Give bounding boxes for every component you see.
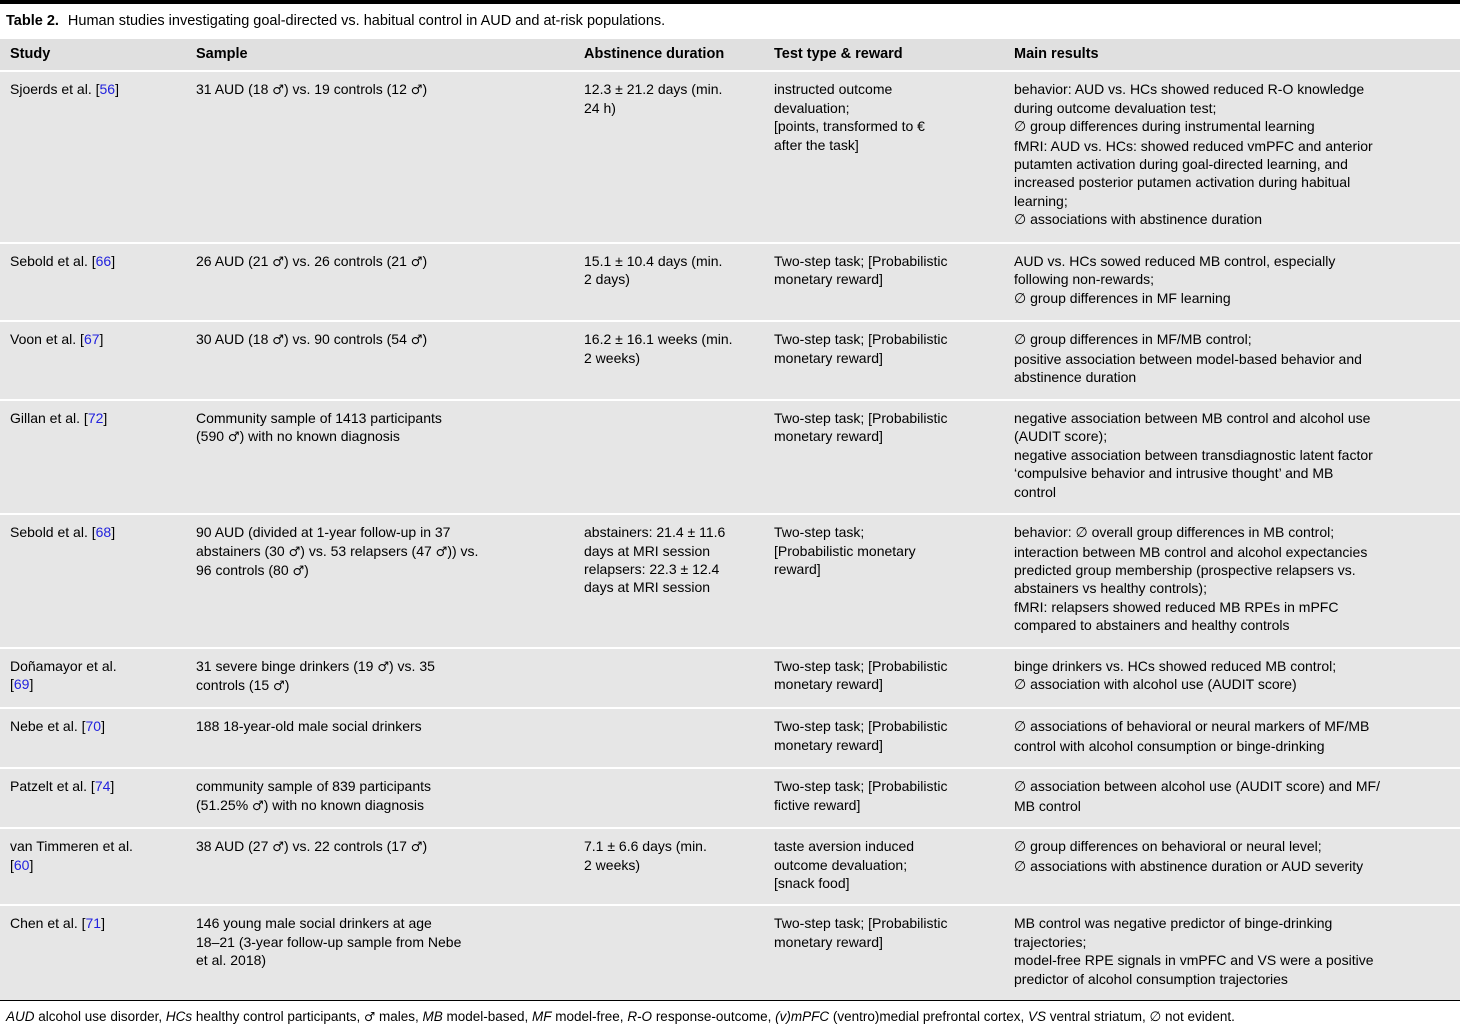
cell-test-type-reward bbox=[764, 321, 1004, 399]
reference-link[interactable]: 60 bbox=[13, 856, 30, 873]
table-row bbox=[0, 400, 1460, 514]
cell-line: increased posterior putamen activation during habitual bbox=[1014, 174, 1351, 191]
cell-study bbox=[0, 648, 186, 708]
footnote-abbrev: ♂ bbox=[363, 1009, 376, 1025]
cell-line: 90 AUD (divided at 1-year follow-up in 37 bbox=[196, 524, 451, 541]
cell-line: Two-step task; bbox=[774, 524, 865, 541]
footnote-abbrev: R-O bbox=[627, 1009, 653, 1025]
table-row bbox=[0, 648, 1460, 708]
cell-line: putamten activation during goal-directed learning, and bbox=[1014, 156, 1348, 172]
cell-abstinence-duration bbox=[574, 514, 764, 648]
cell-line: ∅ association with alcohol use (AUDIT score) bbox=[1014, 676, 1297, 694]
cell-line: ∅ group differences on behavioral or neural level; bbox=[1014, 838, 1322, 856]
cell-line: behavior: AUD vs. HCs showed reduced R-O knowledge bbox=[1014, 81, 1365, 98]
reference-link[interactable]: 66 bbox=[95, 252, 112, 269]
footnote-abbrev: VS bbox=[1027, 1009, 1046, 1025]
table-row bbox=[0, 514, 1460, 648]
table-body bbox=[0, 71, 1460, 1000]
cell-line: 2 weeks) bbox=[584, 349, 641, 366]
reference-link[interactable]: 71 bbox=[85, 915, 102, 932]
cell-line: model-free RPE signals in vmPFC and VS were a positive bbox=[1014, 952, 1374, 969]
cell-line: Sjoerds et al. [56] bbox=[10, 81, 119, 98]
table-caption bbox=[0, 4, 1460, 39]
footnote-abbrev: MF bbox=[532, 1009, 552, 1025]
cell-line: Sebold et al. [68] bbox=[10, 524, 116, 541]
cell-study bbox=[0, 514, 186, 648]
cell-line: Sebold et al. [66] bbox=[10, 252, 116, 269]
footnote-text: (ventro)medial prefrontal cortex, bbox=[829, 1009, 1028, 1025]
cell-line: controls (15 ♂) bbox=[196, 677, 290, 695]
cell-line: [points, transformed to € bbox=[774, 118, 925, 135]
cell-line: fictive reward] bbox=[774, 796, 861, 813]
cell-line: learning; bbox=[1014, 192, 1068, 209]
footnote-text: response-outcome, bbox=[652, 1009, 776, 1025]
reference-link[interactable]: 72 bbox=[87, 409, 104, 426]
footnote-abbrev: HCs bbox=[165, 1009, 193, 1025]
cell-abstinence-duration bbox=[574, 71, 764, 243]
cell-test-type-reward bbox=[764, 514, 1004, 648]
cell-line: Two-step task; [Probabilistic bbox=[774, 252, 948, 269]
cell-line: Chen et al. [71] bbox=[10, 915, 105, 932]
cell-line: fMRI: AUD vs. HCs: showed reduced vmPFC and anterior bbox=[1014, 137, 1373, 154]
footnote-text: ventral striatum, ∅ not evident. bbox=[1045, 1009, 1235, 1026]
cell-line: [60] bbox=[10, 856, 34, 873]
table-row bbox=[0, 768, 1460, 828]
cell-line: predictor of alcohol consumption trajectories bbox=[1014, 970, 1288, 987]
cell-test-type-reward bbox=[764, 648, 1004, 708]
cell-line: 15.1 ± 10.4 days (min. bbox=[584, 252, 723, 269]
footnote-abbrev: AUD bbox=[6, 1009, 35, 1025]
cell-test-type-reward bbox=[764, 243, 1004, 321]
cell-main-results bbox=[1004, 905, 1460, 1000]
cell-line: days at MRI session bbox=[584, 579, 711, 596]
table-footnote bbox=[0, 1001, 1460, 1033]
cell-line: reward] bbox=[774, 560, 821, 577]
cell-line: compared to abstainers and healthy controls bbox=[1014, 617, 1290, 634]
cell-line: ∅ associations of behavioral or neural markers of MF/MB bbox=[1014, 718, 1370, 736]
cell-line: abstainers (30 ♂) vs. 53 relapsers (47 ♂)) vs. bbox=[196, 542, 479, 560]
cell-line: Two-step task; [Probabilistic bbox=[774, 718, 948, 735]
cell-line: 16.2 ± 16.1 weeks (min. bbox=[584, 331, 733, 348]
cell-line: 31 AUD (18 ♂) vs. 19 controls (12 ♂) bbox=[196, 81, 428, 99]
cell-line: 24 h) bbox=[584, 99, 616, 116]
cell-line: Two-step task; [Probabilistic bbox=[774, 409, 948, 426]
reference-link[interactable]: 67 bbox=[83, 331, 100, 348]
cell-line: positive association between model-based behavior and bbox=[1014, 350, 1362, 367]
cell-study bbox=[0, 321, 186, 399]
reference-link[interactable]: 68 bbox=[95, 524, 112, 541]
cell-line: monetary reward] bbox=[774, 349, 883, 366]
cell-main-results bbox=[1004, 708, 1460, 768]
cell-line: Patzelt et al. [74] bbox=[10, 778, 115, 795]
cell-line: trajectories; bbox=[1014, 933, 1087, 950]
cell-sample bbox=[186, 708, 574, 768]
table-header bbox=[0, 39, 1460, 71]
cell-main-results bbox=[1004, 828, 1460, 905]
cell-line: abstinence duration bbox=[1014, 369, 1137, 386]
cell-line: 2 weeks) bbox=[584, 856, 641, 873]
cell-line: monetary reward] bbox=[774, 933, 883, 950]
cell-main-results bbox=[1004, 768, 1460, 828]
table-row bbox=[0, 71, 1460, 243]
column-header-main-results: Main results bbox=[1004, 39, 1460, 71]
cell-line: (AUDIT score); bbox=[1014, 428, 1108, 445]
cell-line: fMRI: relapsers showed reduced MB RPEs in mPFC bbox=[1014, 598, 1339, 615]
table-row bbox=[0, 321, 1460, 399]
cell-main-results bbox=[1004, 321, 1460, 399]
table-row bbox=[0, 905, 1460, 1000]
cell-line: Doñamayor et al. bbox=[10, 657, 117, 674]
column-header-test-type: Test type & reward bbox=[764, 39, 1004, 71]
cell-line: [snack food] bbox=[774, 875, 850, 891]
cell-line: binge drinkers vs. HCs showed reduced MB control; bbox=[1014, 657, 1337, 674]
cell-line: (51.25% ♂) with no known diagnosis bbox=[196, 796, 425, 814]
cell-sample bbox=[186, 243, 574, 321]
table-row bbox=[0, 243, 1460, 321]
cell-line: monetary reward] bbox=[774, 271, 883, 288]
cell-line: negative association between transdiagnostic latent factor bbox=[1014, 446, 1373, 463]
cell-line: MB control bbox=[1014, 797, 1081, 814]
cell-study bbox=[0, 905, 186, 1000]
cell-line: interaction between MB control and alcohol expectancies bbox=[1014, 543, 1368, 560]
cell-abstinence-duration bbox=[574, 708, 764, 768]
cell-line: community sample of 839 participants bbox=[196, 778, 431, 795]
cell-abstinence-duration bbox=[574, 648, 764, 708]
cell-line: during outcome devaluation test; bbox=[1014, 99, 1217, 116]
footnote-abbrev: (v)mPFC bbox=[775, 1009, 830, 1025]
cell-main-results bbox=[1004, 71, 1460, 243]
cell-line: Two-step task; [Probabilistic bbox=[774, 778, 948, 795]
cell-abstinence-duration bbox=[574, 400, 764, 514]
cell-study bbox=[0, 400, 186, 514]
cell-line: ∅ group differences during instrumental learning bbox=[1014, 118, 1315, 136]
cell-line: 2 days) bbox=[584, 271, 630, 288]
cell-sample bbox=[186, 71, 574, 243]
cell-line: Voon et al. [67] bbox=[10, 331, 104, 348]
cell-test-type-reward bbox=[764, 400, 1004, 514]
cell-test-type-reward bbox=[764, 708, 1004, 768]
footnote-text: model-free, bbox=[551, 1009, 628, 1025]
footnote-text: healthy control participants, bbox=[192, 1009, 364, 1025]
table-header-row bbox=[0, 39, 1460, 71]
cell-sample bbox=[186, 768, 574, 828]
column-header-sample: Sample bbox=[186, 39, 574, 71]
column-header-study: Study bbox=[0, 39, 186, 71]
cell-line: monetary reward] bbox=[774, 736, 883, 753]
reference-link[interactable]: 56 bbox=[99, 81, 116, 98]
cell-line: Community sample of 1413 participants bbox=[196, 409, 442, 426]
table-caption-text: Human studies investigating goal-directed vs. habitual control in AUD and at-risk populations. bbox=[67, 13, 666, 29]
cell-sample bbox=[186, 400, 574, 514]
cell-line: (590 ♂) with no known diagnosis bbox=[196, 428, 400, 446]
cell-main-results bbox=[1004, 514, 1460, 648]
cell-line: ∅ associations with abstinence duration bbox=[1014, 211, 1263, 229]
cell-main-results bbox=[1004, 243, 1460, 321]
cell-main-results bbox=[1004, 400, 1460, 514]
cell-sample bbox=[186, 828, 574, 905]
cell-line: 31 severe binge drinkers (19 ♂) vs. 35 bbox=[196, 657, 435, 675]
reference-link[interactable]: 69 bbox=[13, 676, 30, 693]
cell-line: days at MRI session bbox=[584, 542, 711, 559]
cell-study bbox=[0, 828, 186, 905]
cell-line: [Probabilistic monetary bbox=[774, 542, 916, 559]
cell-line: monetary reward] bbox=[774, 676, 883, 693]
cell-test-type-reward bbox=[764, 71, 1004, 243]
cell-test-type-reward bbox=[764, 905, 1004, 1000]
cell-line: 188 18-year-old male social drinkers bbox=[196, 718, 422, 735]
cell-line: ∅ group differences in MF learning bbox=[1014, 289, 1231, 307]
cell-line: 146 young male social drinkers at age bbox=[196, 915, 432, 932]
cell-line: MB control was negative predictor of binge-drinking bbox=[1014, 915, 1333, 932]
cell-line: [69] bbox=[10, 676, 34, 693]
footnote-text: model-based, bbox=[442, 1009, 533, 1025]
cell-line: relapsers: 22.3 ± 12.4 bbox=[584, 560, 720, 577]
reference-link[interactable]: 70 bbox=[85, 718, 102, 735]
cell-sample bbox=[186, 905, 574, 1000]
cell-line: Gillan et al. [72] bbox=[10, 409, 108, 426]
cell-study bbox=[0, 768, 186, 828]
cell-line: predicted group membership (prospective relapsers vs. bbox=[1014, 561, 1356, 578]
cell-line: 12.3 ± 21.2 days (min. bbox=[584, 81, 723, 98]
cell-abstinence-duration bbox=[574, 905, 764, 1000]
column-header-abstinence: Abstinence duration bbox=[574, 39, 764, 71]
cell-line: 18–21 (3-year follow-up sample from Nebe bbox=[196, 933, 462, 950]
cell-line: Two-step task; [Probabilistic bbox=[774, 915, 948, 932]
cell-sample bbox=[186, 514, 574, 648]
cell-line: 26 AUD (21 ♂) vs. 26 controls (21 ♂) bbox=[196, 252, 428, 270]
cell-line: behavior: ∅ overall group differences in MB control; bbox=[1014, 524, 1335, 542]
footnote-abbrev: MB bbox=[422, 1009, 443, 1025]
cell-line: Nebe et al. [70] bbox=[10, 718, 105, 735]
cell-line: 38 AUD (27 ♂) vs. 22 controls (17 ♂) bbox=[196, 838, 428, 856]
cell-line: 7.1 ± 6.6 days (min. bbox=[584, 838, 707, 855]
reference-link[interactable]: 74 bbox=[94, 778, 111, 795]
cell-test-type-reward bbox=[764, 768, 1004, 828]
cell-line: ∅ group differences in MF/MB control; bbox=[1014, 331, 1252, 349]
cell-line: Two-step task; [Probabilistic bbox=[774, 331, 948, 348]
table-caption-label: Table 2. bbox=[6, 13, 59, 29]
cell-line: devaluation; bbox=[774, 99, 850, 116]
cell-line: monetary reward] bbox=[774, 428, 883, 445]
cell-line: Two-step task; [Probabilistic bbox=[774, 657, 948, 674]
cell-study bbox=[0, 243, 186, 321]
cell-sample bbox=[186, 648, 574, 708]
studies-table bbox=[0, 39, 1460, 1000]
cell-abstinence-duration bbox=[574, 828, 764, 905]
cell-line: 30 AUD (18 ♂) vs. 90 controls (54 ♂) bbox=[196, 331, 428, 349]
table-row bbox=[0, 828, 1460, 905]
cell-study bbox=[0, 708, 186, 768]
cell-line: control with alcohol consumption or binge-drinking bbox=[1014, 737, 1325, 754]
cell-main-results bbox=[1004, 648, 1460, 708]
cell-line: abstainers: 21.4 ± 11.6 bbox=[584, 524, 726, 541]
footnote-text: alcohol use disorder, bbox=[34, 1009, 166, 1025]
cell-line: van Timmeren et al. bbox=[10, 838, 133, 855]
cell-abstinence-duration bbox=[574, 243, 764, 321]
table-row bbox=[0, 708, 1460, 768]
cell-study bbox=[0, 71, 186, 243]
cell-abstinence-duration bbox=[574, 768, 764, 828]
cell-sample bbox=[186, 321, 574, 399]
cell-line: following non-rewards; bbox=[1014, 271, 1155, 288]
cell-line: ‘compulsive behavior and intrusive thought’ and MB bbox=[1014, 465, 1334, 482]
cell-line: et al. 2018) bbox=[196, 952, 267, 969]
cell-line: abstainers vs healthy controls); bbox=[1014, 580, 1207, 597]
cell-abstinence-duration bbox=[574, 321, 764, 399]
cell-line: taste aversion induced bbox=[774, 838, 915, 855]
cell-line: ∅ association between alcohol use (AUDIT score) and MF/ bbox=[1014, 778, 1380, 796]
footnote-text: males, bbox=[375, 1009, 423, 1025]
cell-line: outcome devaluation; bbox=[774, 856, 908, 873]
cell-line: control bbox=[1014, 483, 1057, 500]
cell-line: instructed outcome bbox=[774, 81, 893, 98]
cell-line: after the task] bbox=[774, 136, 859, 153]
cell-line: 96 controls (80 ♂) bbox=[196, 561, 309, 579]
cell-test-type-reward bbox=[764, 828, 1004, 905]
cell-line: AUD vs. HCs sowed reduced MB control, especially bbox=[1014, 252, 1336, 269]
cell-line: negative association between MB control and alcohol use bbox=[1014, 409, 1371, 426]
cell-line: ∅ associations with abstinence duration or AUD severity bbox=[1014, 857, 1364, 875]
